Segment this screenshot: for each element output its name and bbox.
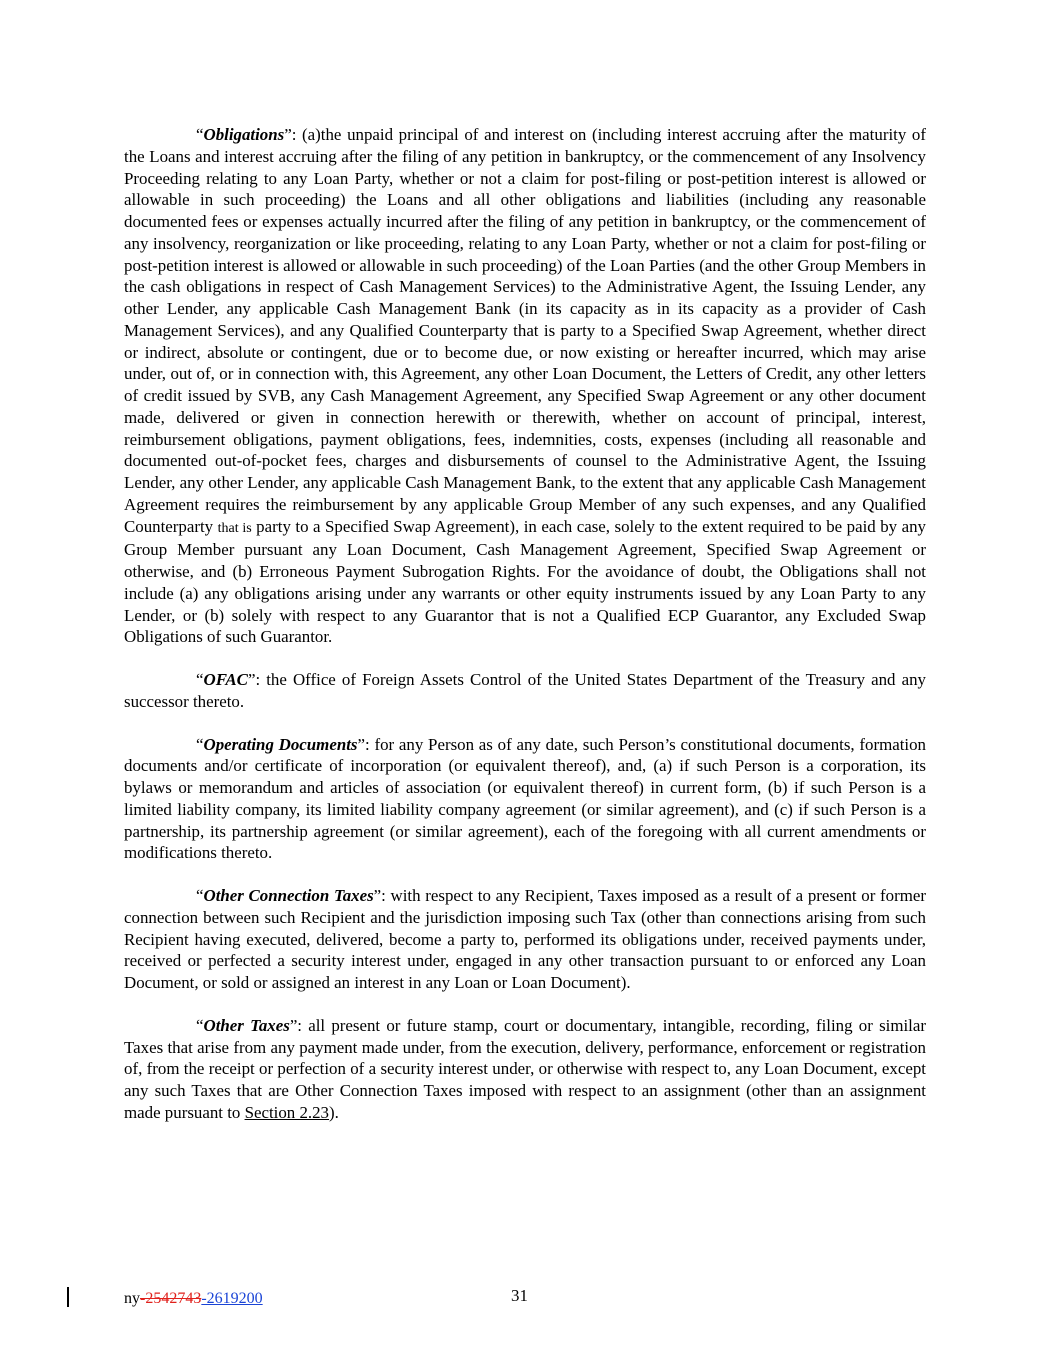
definition-text: ”: for any Person as of any date, such Person’s constitutional documents, formation documents and/or certificate of incorporation (or equivalent thereof), and, (a) if such Person is a corporation, its bylaws or memorandum and articles of association (or equivalent thereof) in current form, (b) if such Person is a limited liability company, its limited liability company agreement (or similar agreement), and (c) if such Person is a partnership, its partnership agreement (or similar agreement), each of the foregoing with all current amendments or modifications thereto. (124, 734, 927, 863)
document-id (124, 1290, 263, 1308)
open-quote: “ (196, 670, 204, 689)
defined-term: Operating Documents (203, 734, 358, 754)
deleted-doc-number: -2542743 (140, 1290, 202, 1307)
definition-other-connection-taxes (124, 885, 926, 994)
document-body (124, 124, 926, 1145)
definition-other-taxes (124, 1015, 926, 1124)
doc-prefix: ny (124, 1290, 140, 1307)
definition-text: ”: (a)the unpaid principal of and interest on (including interest accruing after the maturity of the Loans and interest accruing after the filing of any petition in bankruptcy, or the commencement of any Insolvency Proceeding relating to any Loan Party, whether or not a claim for post-filing or post-petition interest is allowed or allowable in such proceeding) the Loans and all other obligations and liabilities (including any reasonable documented fees or expenses actually incurred after the filing of any petition in bankruptcy, or the commencement of any insolvency, reorganization or like proceeding, relating to any Loan Party, whether or not a claim for post-filing or post-petition interest is allowed or allowable in such proceeding) of the Loan Parties (and the other Group Members in the cash obligations in respect of Cash Management Services) to the Administrative Agent, the Issuing Lender, any other Lender, any applicable Cash Management Bank (in its capacity as in its capacity as a provider of Cash Management Services), and any Qualified Counterparty that is party to a Specified Swap Agreement, whether direct or indirect, absolute or contingent, due or to become due, or now existing or hereafter incurred, which may arise under, out of, or in connection with, this Agreement, any other Loan Document, the Letters of Credit, any other letters of credit issued by SVB, any Cash Management Agreement, any Specified Swap Agreement or any other document made, delivered or given in connection herewith or therewith, whether on account of principal, interest, reimbursement obligations, payment obligations, fees, indemnities, costs, expenses (including all reasonable and documented out-of-pocket fees, charges and disbursements of counsel to the Administrative Agent, the Issuing Lender, any other Lender, any applicable Cash Management Bank, to the extent that any applicable Cash Management Agreement requires the reimbursement by any applicable Group Member of any such expenses, and any Qualified Counterparty (124, 125, 926, 536)
open-quote: “ (196, 734, 204, 754)
page-footer (0, 1287, 1055, 1317)
inserted-doc-number: -2619200 (201, 1290, 263, 1307)
defined-term: Other Taxes (203, 1015, 290, 1035)
definition-ofac (124, 669, 926, 713)
open-quote: “ (196, 886, 204, 905)
definition-text-end: ). (329, 1102, 339, 1122)
definition-text: ”: all present or future stamp, court or documentary, intangible, recording, filing or similar Taxes that arise from any payment made under, from the execution, delivery, performance, enforcement or registration of, from the receipt or perfection of a security interest under, or otherwise with respect to, any Loan Document, except any such Taxes that are Other Connection Taxes imposed with respect to an assignment (other than an assignment made pursuant to (124, 1015, 926, 1122)
defined-term: Obligations (203, 125, 285, 144)
definition-text: party to a Specified Swap Agreement), in each case, solely to the extent required to be paid by any Group Member pursuant any Loan Document, Cash Management Agreement, Specified Swap Agreement or otherwise, and (b) Erroneous Payment Subrogation Rights. For the avoidance of doubt, the Obligations shall not include (a) any obligations arising under any warrants or other equity instruments issued by any Loan Party to any Lender, or (b) solely with respect to any Guarantor that is not a Qualified ECP Guarantor, any Excluded Swap Obligations of such Guarantor. (124, 516, 926, 647)
open-quote: “ (196, 125, 204, 144)
open-quote: “ (196, 1015, 204, 1035)
section-reference-link[interactable]: Section 2.23 (244, 1102, 330, 1122)
definition-obligations (124, 124, 926, 648)
definition-text: ”: with respect to any Recipient, Taxes imposed as a result of a present or former connection between such Recipient and the jurisdiction imposing such Tax (other than connections arising from such Recipient having executed, delivered, become a party to, performed its obligations under, received payments under, received or perfected a security interest under, engaged in any other transaction pursuant to or enforced any Loan Document, or sold or assigned an interest in any Loan or Loan Document). (124, 886, 926, 992)
defined-term: OFAC (203, 670, 248, 689)
change-bar (67, 1287, 69, 1307)
definition-text-small: that is (217, 520, 252, 536)
definition-operating-documents (124, 734, 926, 865)
page-number: 31 (511, 1286, 528, 1305)
definition-text: ”: the Office of Foreign Assets Control of the United States Department of the Treasury and any successor thereto. (124, 670, 926, 711)
defined-term: Other Connection Taxes (203, 886, 374, 905)
